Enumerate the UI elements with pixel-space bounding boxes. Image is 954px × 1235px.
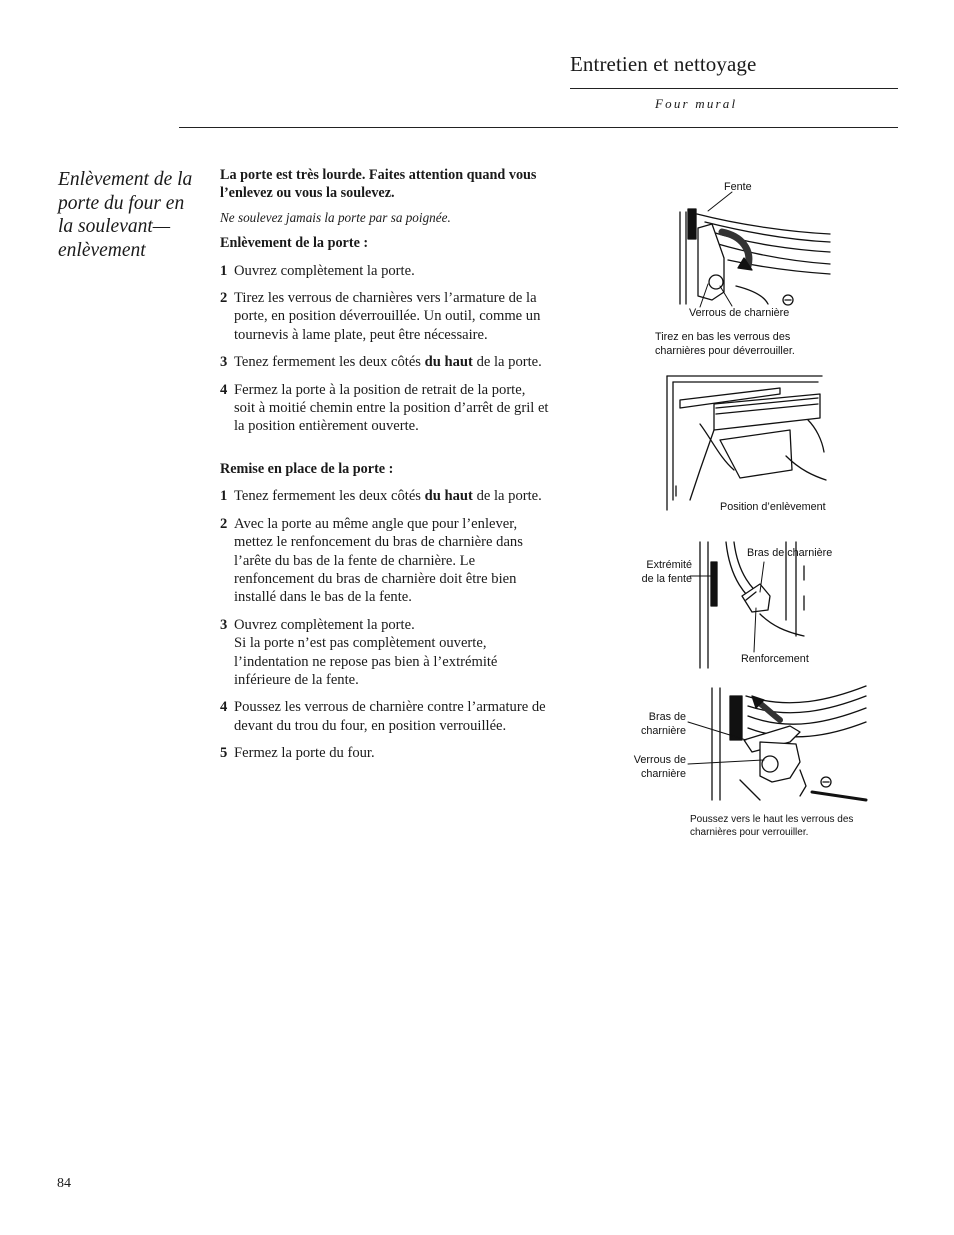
removal-step-4: 4 Fermez la porte à la position de retrait de la porte, soit à moitié chemin entre la position d’arrêt de gril et la position entièrement ouverte. [220,381,549,435]
replace-heading: Remise en place de la porte : [220,460,394,477]
fig1-label-latch: Verrous de charnière [689,307,790,319]
warning-text: La porte est très lourde. Faites attention quand vous l’enlevez ou vous la soulevez. [220,167,537,202]
fig2-label-removal-position: Position d’enlèvement [720,501,826,513]
note-text: Ne soulevez jamais la porte par sa poignée. [220,209,451,225]
page-header-title: Entretien et nettoyage [570,52,757,76]
fig3-label-arm: Bras de charnière [747,547,833,559]
fig1-caption: Tirez en bas les verrous des charnières pour déverrouiller. [655,331,795,357]
section-title: Enlèvement de la porte du four en la soulevant—enlèvement [58,169,193,261]
fig4-label-latch: Verrous de charnière [633,754,686,780]
removal-step-2: 2 Tirez les verrous de charnières vers l’armature de la porte, en position déverrouillée. Un outil, comme un tournevis à lame plate, peut être nécessaire. [220,290,541,343]
fig4-caption: Poussez vers le haut les verrous des charnières pour verrouiller. [690,814,854,838]
fig3-label-reinforce: Renforcement [741,653,809,665]
figure-4-hinge-latch-drawing [712,686,866,800]
fig4-label-arm: Bras de charnière [640,711,686,737]
replace-step-4: 4 Poussez les verrous de charnière contre l’armature de devant du trou du four, en position verrouillée. [220,699,546,734]
figure-3-hinge-arm-drawing [700,542,804,668]
figure-1-hinge-latch-drawing [680,209,830,305]
removal-heading: Enlèvement de la porte : [220,235,369,252]
figure-2-door-position-drawing [667,376,826,510]
removal-step-3: 3 Tenez fermement les deux côtés du haut de la porte. [220,354,542,371]
page-number: 84 [57,1176,71,1191]
page-header-subtitle: Four mural [655,96,738,111]
replace-step-2: 2 Avec la porte au même angle que pour l’enlever, mettez le renfoncement du bras de charnière dans l’arête du bas de la fente de charnière. Le renfoncement du bras de charnière doit être bien installé dans le bas de la fente. [220,515,523,606]
replace-step-5: 5 Fermez la porte du four. [220,745,375,762]
replace-step-3: 3 Ouvrez complètement la porte. Si la porte n’est pas complètement ouverte, l’indentation ne repose pas bien à l’extrémité inférieure de la fente. [220,616,498,688]
fig1-label-slot: Fente [724,181,752,193]
fig3-label-slot-end: Extrémité de la fente [641,559,692,585]
replace-step-1: 1 Tenez fermement les deux côtés du haut de la porte. [220,488,542,505]
removal-step-1: 1 Ouvrez complètement la porte. [220,262,415,279]
